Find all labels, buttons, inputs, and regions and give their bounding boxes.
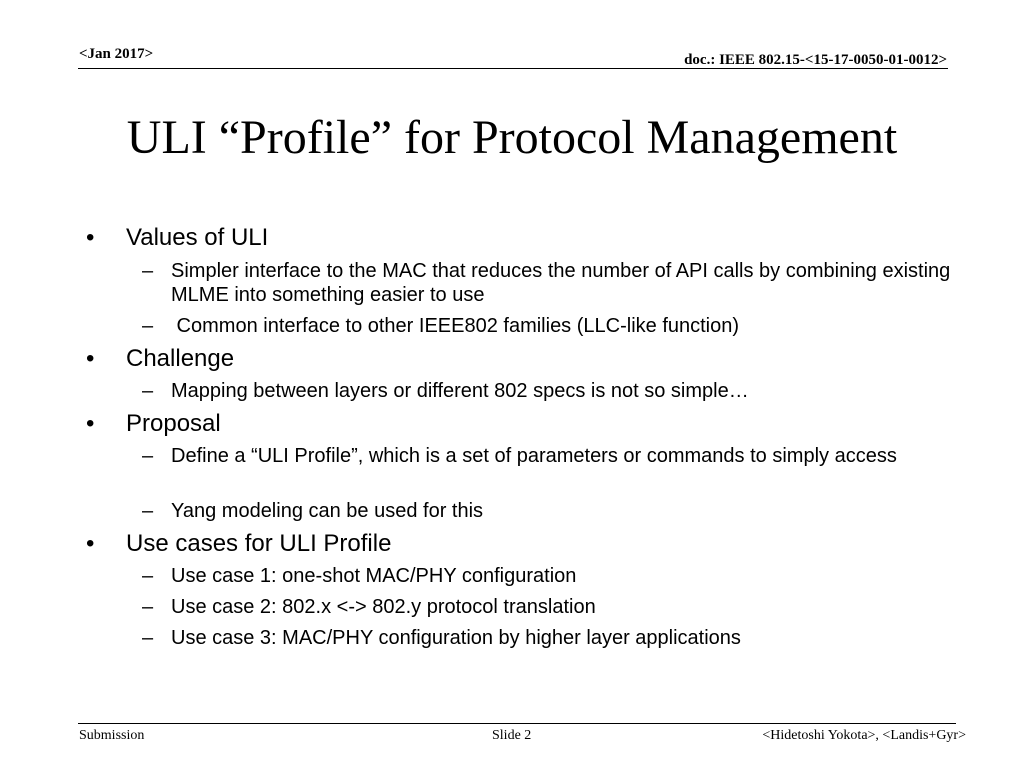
bullet-marker: • bbox=[86, 530, 95, 557]
dash-marker: – bbox=[142, 260, 154, 282]
sub-bullet-simpler-interface: Simpler interface to the MAC that reduces the number of API calls by combining existing MLME into something easier to use bbox=[171, 260, 951, 306]
dash-marker: – bbox=[142, 380, 154, 402]
bullet-use-cases: Use cases for ULI Profile bbox=[126, 530, 392, 557]
dash-marker: – bbox=[142, 500, 154, 522]
sub-bullet-use-case-3: Use case 3: MAC/PHY configuration by higher layer applications bbox=[171, 627, 741, 649]
sub-bullet-use-case-2: Use case 2: 802.x <-> 802.y protocol translation bbox=[171, 596, 596, 618]
bullet-marker: • bbox=[86, 224, 95, 251]
footer-slide-number: Slide 2 bbox=[492, 728, 532, 743]
dash-marker: – bbox=[142, 445, 154, 467]
bullet-marker: • bbox=[86, 410, 95, 437]
sub-bullet-mapping: Mapping between layers or different 802 specs is not so simple… bbox=[171, 380, 749, 402]
footer-author: <Hidetoshi Yokota>, <Landis+Gyr> bbox=[762, 728, 966, 743]
slide-title: ULI “Profile” for Protocol Management bbox=[126, 111, 898, 164]
bullet-challenge: Challenge bbox=[126, 345, 235, 372]
header-doc-id: doc.: IEEE 802.15-<15-17-0050-01-0012> bbox=[684, 52, 947, 68]
sub-bullet-yang-modeling: Yang modeling can be used for this bbox=[171, 500, 484, 522]
sub-bullet-use-case-1: Use case 1: one-shot MAC/PHY configuration bbox=[171, 565, 577, 587]
sub-bullet-define-uli-profile: Define a “ULI Profile”, which is a set of parameters or commands to simply access bbox=[171, 445, 897, 467]
bullet-values-of-uli: Values of ULI bbox=[126, 224, 269, 251]
footer-divider bbox=[78, 723, 956, 724]
dash-marker: – bbox=[142, 565, 154, 587]
dash-marker: – bbox=[142, 627, 154, 649]
header-date: <Jan 2017> bbox=[79, 46, 154, 62]
footer-submission: Submission bbox=[79, 728, 145, 743]
sub-bullet-common-interface: Common interface to other IEEE802 families (LLC-like function) bbox=[171, 315, 740, 337]
dash-marker: – bbox=[142, 315, 154, 337]
dash-marker: – bbox=[142, 596, 154, 618]
bullet-proposal: Proposal bbox=[126, 410, 221, 437]
bullet-marker: • bbox=[86, 345, 95, 372]
